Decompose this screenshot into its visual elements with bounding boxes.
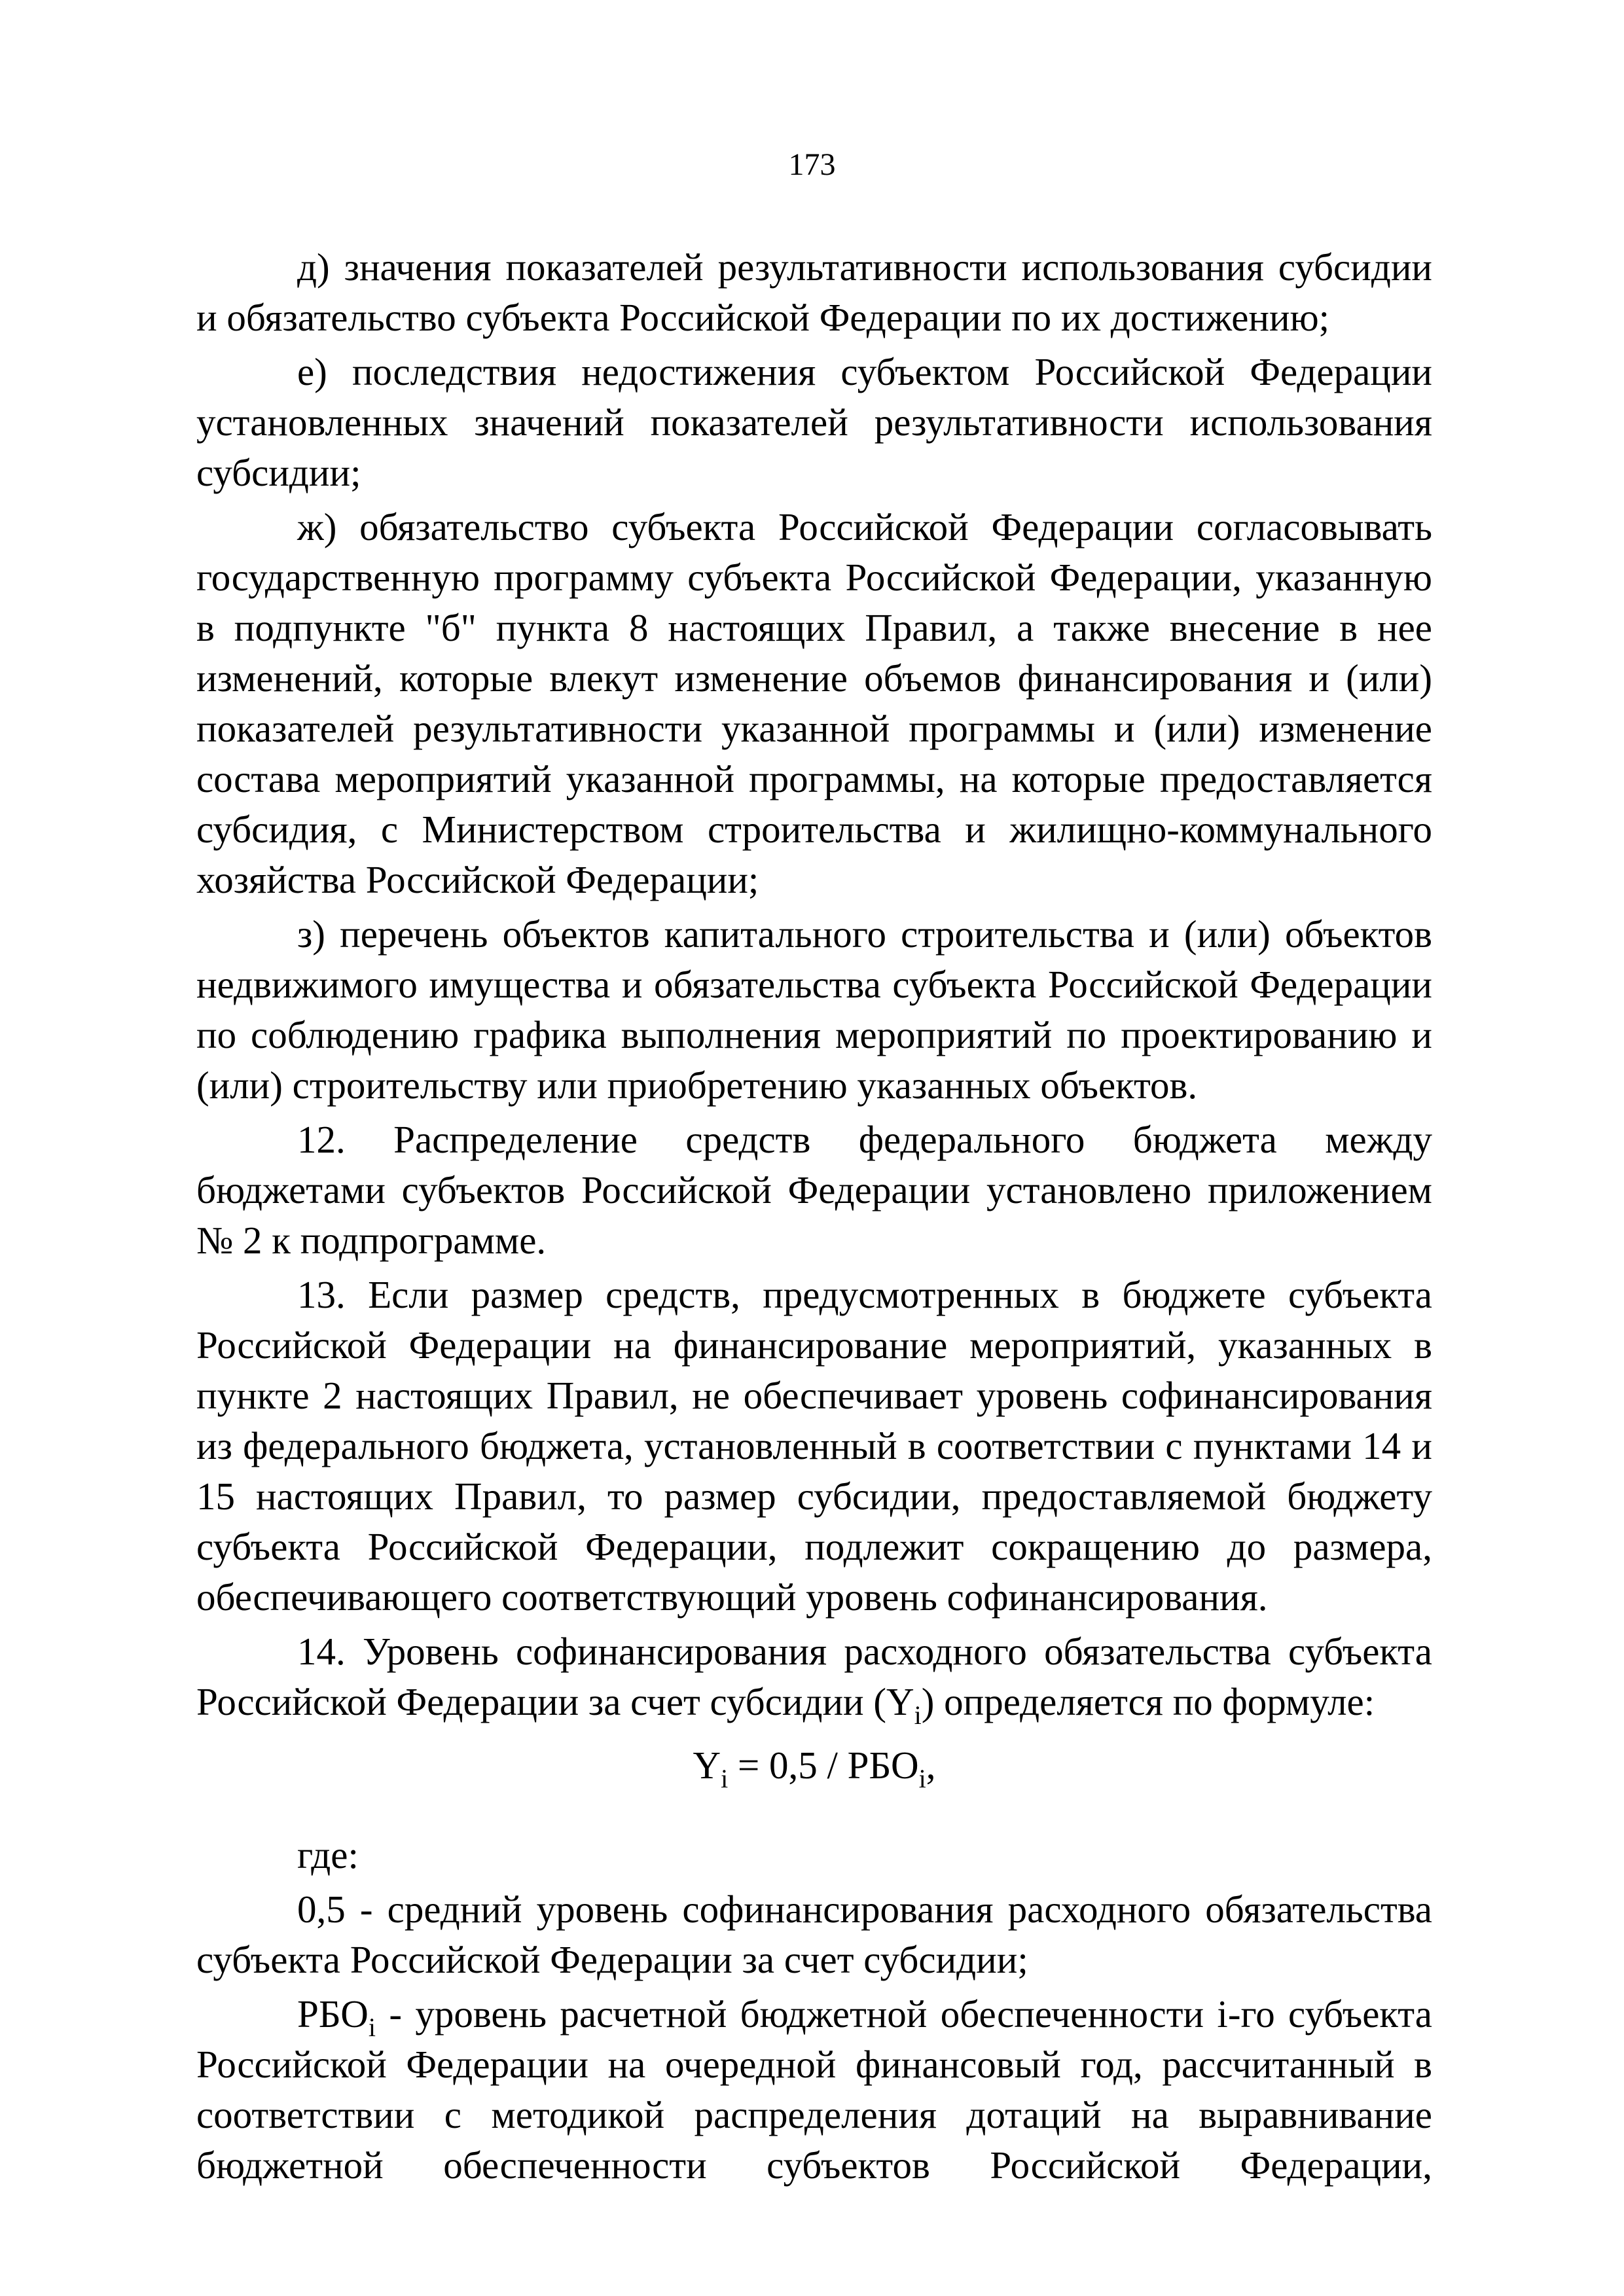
symbol-y-i [886, 1680, 922, 1730]
formula-middle: = 0,5 / РБО [728, 1744, 919, 1787]
definition-rbo [196, 1989, 1432, 2191]
paragraph-14 [196, 1626, 1432, 1730]
symbol-y-subscript: i [914, 1700, 922, 1730]
symbol-rbo: РБО [297, 1992, 369, 2036]
paragraph-14-text-before: 14. Уровень софинансирования расходного обязательства субъекта Российской Федерации за счет субсидии ( [196, 1630, 1432, 1723]
paragraph-14-text-after: ) определяется по формуле: [921, 1680, 1375, 1723]
symbol-rbo-i [297, 1992, 376, 2042]
paragraph-d: д) значения показателей результативности использования субсидии и обязательство субъекта Российской Федерации по их достижению; [196, 245, 1432, 339]
paragraph-where: где: [297, 1833, 359, 1876]
page-number: 173 [788, 147, 836, 182]
paragraph-z: з) перечень объектов капитального строительства и (или) объектов недвижимого имущества и обязательства субъекта Российской Федерации по соблюдению графика выполнения мероприятий по проектированию и (или) строительству или приобретению указанных объектов. [196, 912, 1432, 1107]
paragraph-13: 13. Если размер средств, предусмотренных в бюджете субъекта Российской Федерации на финансирование мероприятий, указанных в пункте 2 настоящих Правил, не обеспечивает уровень софинансирования из федерального бюджета, установленный в соответствии с пунктами 14 и 15 настоящих Правил, то размер субсидии, предоставляемой бюджету субъекта Российской Федерации, подлежит сокращению до размера, обеспечивающего соответствующий уровень софинансирования. [196, 1273, 1432, 1619]
definition-rbo-text: - уровень расчетной бюджетной обеспеченности i-го субъекта Российской Федерации на очередной финансовый год, рассчитанный в соответствии с методикой распределения дотаций на выравнивание бюджетной обеспеченности субъектов Российской Федерации, [196, 1992, 1432, 2187]
document-body [196, 242, 1432, 2195]
symbol-rbo-subscript: i [368, 2013, 376, 2042]
formula-rhs-subscript: i [918, 1764, 926, 1793]
paragraph-zh: ж) обязательство субъекта Российской Федерации согласовывать государственную программу субъекта Российской Федерации, указанную в подпункте "б" пункта 8 настоящих Правил, а также внесение в нее изменений, которые влекут изменение объемов финансирования и (или) показателей результативности указанной программы и (или) изменение состава мероприятий указанной программы, на которые предоставляется субсидия, с Министерством строительства и жилищно-коммунального хозяйства Российской Федерации; [196, 505, 1432, 901]
formula-lhs-subscript: i [721, 1764, 729, 1793]
paragraph-12: 12. Распределение средств федерального бюджета между бюджетами субъектов Российской Федерации установлено приложением № 2 к подпрограмме. [196, 1118, 1432, 1262]
symbol-y: Y [886, 1680, 914, 1723]
definition-05: 0,5 - средний уровень софинансирования расходного обязательства субъекта Российской Федерации за счет субсидии; [196, 1888, 1432, 1981]
paragraph-e: е) последствия недостижения субъектом Российской Федерации установленных значений показателей результативности использования субсидии; [196, 350, 1432, 494]
formula [196, 1740, 1432, 1791]
formula-end: , [926, 1744, 936, 1787]
formula-lhs: Y [693, 1744, 721, 1787]
